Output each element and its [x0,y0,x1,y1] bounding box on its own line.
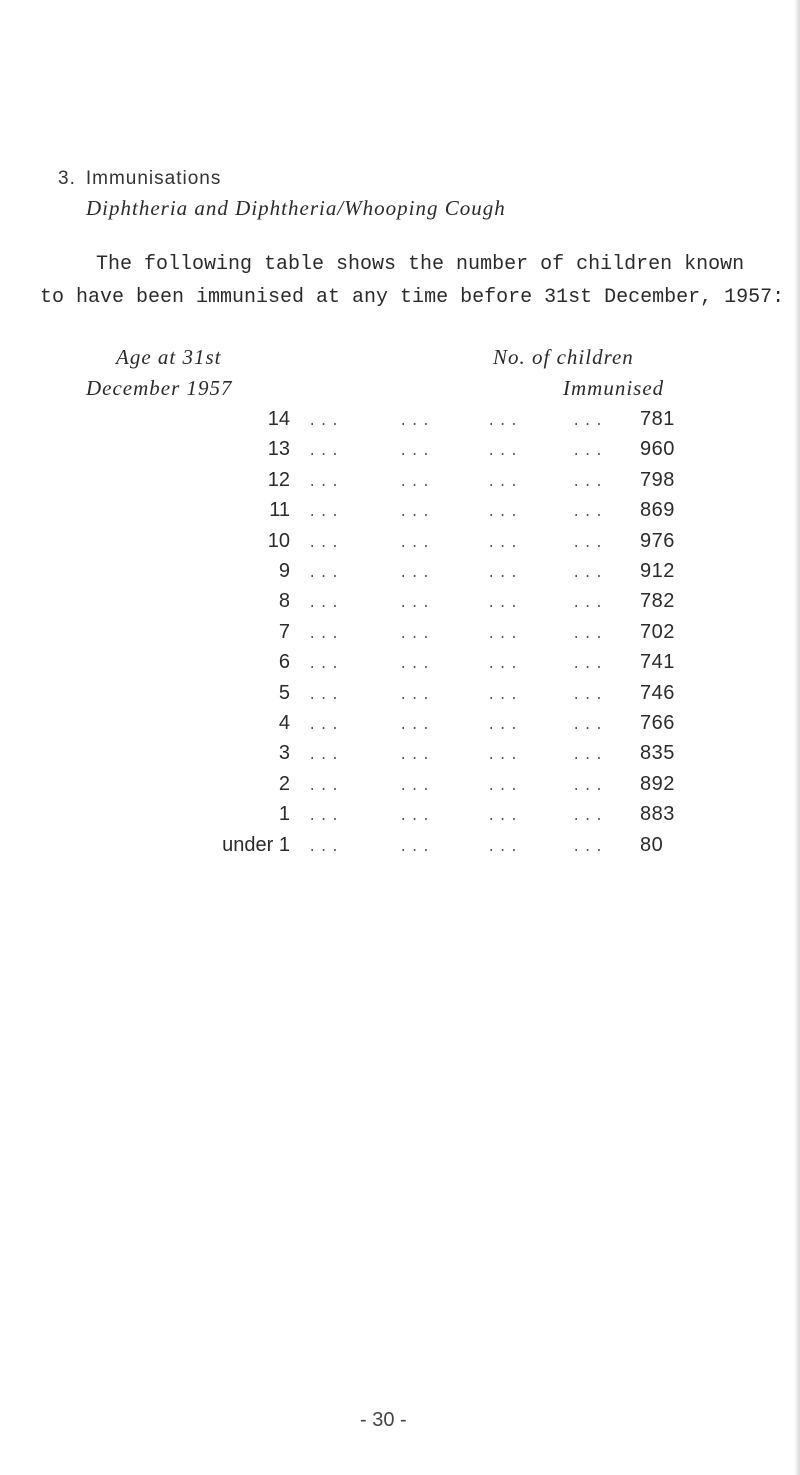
page-number: - 30 - [360,1409,407,1431]
dot-leader: ... [572,474,607,491]
dot-leader: ... [399,718,434,734]
dot-leader: ... [487,626,522,643]
dot-leader: ... [399,687,434,704]
count-cell: 976 [640,529,675,552]
dot-leader: ... [572,535,607,552]
dot-leader: ... [572,778,607,795]
dot-leader: ... [572,839,607,856]
count-cell: 883 [640,803,675,826]
table-row [0,682,800,712]
age-cell: 14 [267,408,290,430]
dot-leader: ... [487,718,522,734]
dot-leader: ... [572,657,607,674]
dot-leader: ... [399,748,434,765]
dot-leader: ... [487,657,522,674]
table-row [0,651,800,681]
table-row [0,499,800,529]
dot-leader: ... [399,778,434,795]
dot-leader: ... [487,687,522,704]
table-row [0,469,800,499]
dot-leader: ... [572,444,607,461]
age-cell: 3 [278,742,290,765]
count-header-line-1: No. of children [493,345,634,369]
dot-leader: ... [572,748,607,765]
table-row [0,438,800,468]
age-cell: 9 [278,560,290,582]
dot-leader: ... [572,626,607,643]
dot-leader: ... [487,474,522,491]
count-cell: 781 [640,408,675,430]
age-cell: 11 [269,499,290,522]
table-row [0,621,800,651]
table-row [0,742,800,772]
dot-leader: ... [572,718,607,734]
subheading: Diphtheria and Diphtheria/Whooping Cough [86,196,506,220]
dot-leader: ... [308,444,343,461]
table-row [0,834,800,864]
dot-leader: ... [308,566,343,582]
dot-leader: ... [308,535,343,552]
dot-leader: ... [399,505,434,522]
dot-leader: ... [399,839,434,856]
age-cell: 6 [278,651,290,674]
age-cell: 13 [267,438,290,461]
count-cell: 746 [640,681,675,704]
dot-leader: ... [572,505,607,522]
intro-line-2: to have been immunised at any time before 31st December, 1957: [40,286,785,309]
age-cell: 7 [278,620,290,643]
dot-leader: ... [399,566,434,582]
dot-leader: ... [572,809,607,826]
table-row [0,530,800,560]
dot-leader: ... [399,474,434,491]
page-edge-shadow [794,0,800,1475]
count-cell: 960 [640,438,675,461]
dot-leader: ... [399,535,434,552]
table-row [0,560,800,590]
dot-leader: ... [487,444,522,461]
dot-leader: ... [399,444,434,461]
count-cell: 798 [640,468,675,491]
age-cell: 2 [278,772,290,795]
age-cell: 4 [278,712,290,734]
age-cell: 12 [267,468,290,491]
count-cell: 869 [640,499,675,522]
age-cell: 8 [278,590,290,613]
age-cell: under 1 [222,833,290,856]
dot-leader: ... [572,414,607,430]
table-row [0,773,800,803]
dot-leader: ... [308,414,343,430]
dot-leader: ... [399,596,434,613]
dot-leader: ... [487,414,522,430]
dot-leader: ... [308,778,343,795]
dot-leader: ... [399,809,434,826]
dot-leader: ... [487,505,522,522]
dot-leader: ... [399,657,434,674]
count-cell: 782 [640,590,675,613]
dot-leader: ... [308,687,343,704]
count-cell: 835 [640,742,675,765]
count-cell: 912 [640,560,675,582]
dot-leader: ... [399,414,434,430]
count-cell: 766 [640,712,675,734]
intro-paragraph [40,248,800,314]
count-cell: 702 [640,620,675,643]
dot-leader: ... [487,535,522,552]
count-cell: 741 [640,651,675,674]
count-header-line-2: Immunised [563,376,665,400]
dot-leader: ... [487,596,522,613]
dot-leader: ... [487,778,522,795]
dot-leader: ... [399,626,434,643]
dot-leader: ... [572,566,607,582]
table-row [0,590,800,620]
dot-leader: ... [308,657,343,674]
dot-leader: ... [308,596,343,613]
dot-leader: ... [308,474,343,491]
dot-leader: ... [308,626,343,643]
dot-leader: ... [487,566,522,582]
age-cell: 1 [278,803,290,826]
age-header-line-1: Age at 31st [116,345,222,369]
dot-leader: ... [308,718,343,734]
table-row [0,408,800,438]
dot-leader: ... [308,505,343,522]
dot-leader: ... [308,748,343,765]
count-cell: 80 [640,833,664,856]
dot-leader: ... [487,809,522,826]
dot-leader: ... [487,839,522,856]
age-cell: 10 [267,529,290,552]
dot-leader: ... [487,748,522,765]
section-title: Immunisations [85,168,222,189]
age-cell: 5 [278,681,290,704]
section-number: 3. [58,168,76,189]
age-header-line-2: December 1957 [86,376,233,400]
dot-leader: ... [572,687,607,704]
intro-line-1: The following table shows the number of children known [96,253,745,276]
section-heading [58,168,221,190]
dot-leader: ... [572,596,607,613]
table-row [0,712,800,742]
dot-leader: ... [308,809,343,826]
table-row [0,803,800,833]
dot-leader: ... [308,839,343,856]
count-cell: 892 [640,772,675,795]
